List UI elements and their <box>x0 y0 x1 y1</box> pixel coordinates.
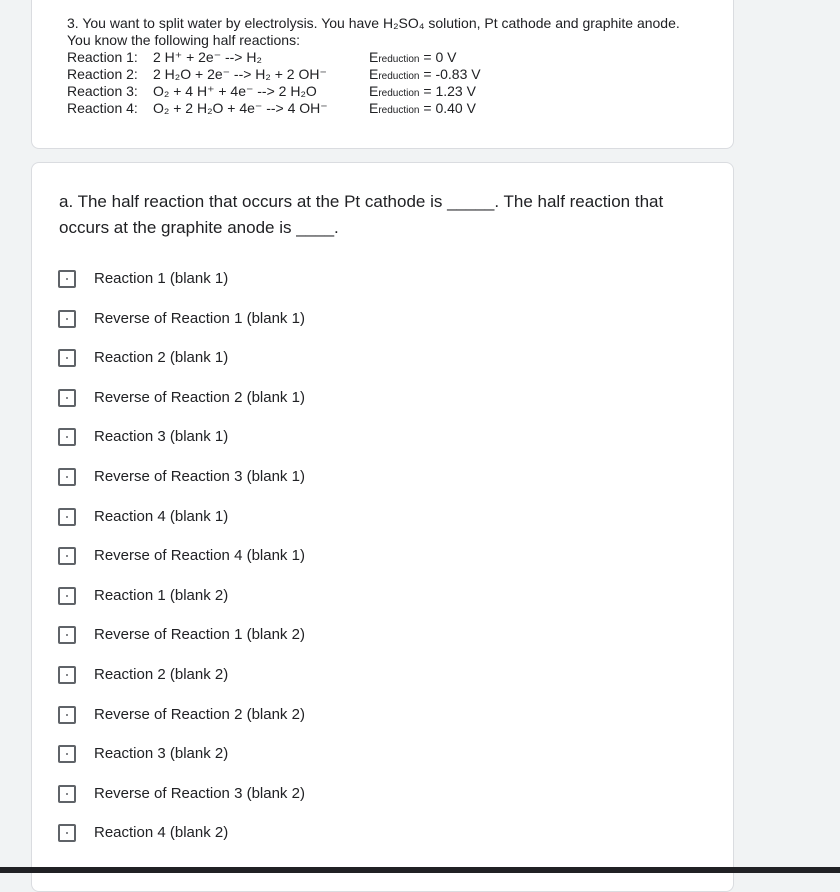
e-symbol: E <box>369 66 379 82</box>
reaction-label: Reaction 1: <box>67 49 138 65</box>
checkbox-option[interactable] <box>58 386 305 426</box>
checkbox-option[interactable] <box>58 782 305 822</box>
reaction-label: Reaction 3: <box>67 83 138 99</box>
option-label[interactable]: Reaction 4 (blank 1) <box>94 507 229 525</box>
problem-intro-line-2: You know the following half reactions: <box>67 32 300 48</box>
checkbox-option[interactable] <box>58 346 305 386</box>
e-subscript: reduction <box>378 105 420 116</box>
checkbox-option[interactable] <box>58 465 305 505</box>
checkbox[interactable] <box>58 706 76 724</box>
checkbox-option[interactable] <box>58 425 305 465</box>
option-label[interactable]: Reaction 1 (blank 1) <box>94 270 229 287</box>
option-label[interactable]: Reaction 4 (blank 2) <box>94 824 229 842</box>
checkbox-option[interactable] <box>58 307 305 347</box>
checkbox[interactable] <box>58 349 76 367</box>
reaction-equation: 2 H⁺ + 2e⁻ --> H₂ <box>153 49 262 65</box>
bottom-bar <box>0 867 840 873</box>
e-subscript: reduction <box>378 88 420 99</box>
option-label[interactable]: Reaction 1 (blank 2) <box>94 586 229 604</box>
option-label[interactable]: Reaction 3 (blank 1) <box>94 428 229 446</box>
checkbox-option[interactable] <box>58 584 305 624</box>
checkbox-option[interactable] <box>58 505 305 545</box>
checkbox-option[interactable] <box>58 623 305 663</box>
option-label[interactable]: Reverse of Reaction 2 (blank 2) <box>94 705 305 723</box>
option-label[interactable]: Reverse of Reaction 2 (blank 1) <box>94 388 305 406</box>
reaction-equation: O₂ + 2 H₂O + 4e⁻ --> 4 OH⁻ <box>153 100 328 116</box>
option-label[interactable]: Reverse of Reaction 3 (blank 2) <box>94 784 305 802</box>
question-text: a. The half reaction that occurs at the Pt cathode is _____. The half reaction that occurs at the graphite anode is ____. <box>59 192 664 237</box>
checkbox[interactable] <box>58 547 76 565</box>
checkbox-option[interactable] <box>58 267 305 307</box>
checkbox-option[interactable] <box>58 821 305 861</box>
checkbox[interactable] <box>58 428 76 446</box>
checkbox[interactable] <box>58 666 76 684</box>
option-label[interactable]: Reverse of Reaction 4 (blank 1) <box>94 547 305 565</box>
checkbox-option[interactable] <box>58 742 305 782</box>
checkbox[interactable] <box>58 310 76 328</box>
problem-intro-line-1: 3. You want to split water by electrolysis. You have H₂SO₄ solution, Pt cathode and graphite anode. <box>67 15 680 31</box>
checkbox[interactable] <box>58 468 76 486</box>
checkbox-option[interactable] <box>58 703 305 743</box>
reaction-label: Reaction 4: <box>67 100 138 116</box>
option-label[interactable]: Reaction 3 (blank 2) <box>94 745 229 763</box>
reaction-label: Reaction 2: <box>67 66 138 82</box>
question-card <box>31 162 734 892</box>
reaction-row <box>67 83 680 100</box>
potential-value: = 0 V <box>423 49 457 65</box>
e-subscript: reduction <box>378 71 420 82</box>
e-subscript: reduction <box>378 54 420 65</box>
reaction-potential <box>369 100 476 119</box>
problem-card <box>31 0 734 149</box>
option-label[interactable]: Reverse of Reaction 1 (blank 1) <box>94 309 305 327</box>
checkbox[interactable] <box>58 270 76 288</box>
problem-text <box>67 15 680 117</box>
option-label[interactable]: Reaction 2 (blank 1) <box>94 349 229 367</box>
checkbox-option[interactable] <box>58 544 305 584</box>
checkbox[interactable] <box>58 508 76 526</box>
checkbox[interactable] <box>58 587 76 605</box>
reaction-row <box>67 66 680 83</box>
option-label[interactable]: Reaction 2 (blank 2) <box>94 665 229 683</box>
reaction-row <box>67 100 680 117</box>
potential-value: = -0.83 V <box>423 66 481 82</box>
checkbox[interactable] <box>58 626 76 644</box>
checkbox[interactable] <box>58 745 76 763</box>
option-label[interactable]: Reverse of Reaction 1 (blank 2) <box>94 626 305 644</box>
checkbox[interactable] <box>58 785 76 803</box>
potential-value: = 1.23 V <box>423 83 476 99</box>
e-symbol: E <box>369 49 379 65</box>
e-symbol: E <box>369 100 379 116</box>
e-symbol: E <box>369 83 379 99</box>
reaction-equation: 2 H₂O + 2e⁻ --> H₂ + 2 OH⁻ <box>153 66 327 82</box>
potential-value: = 0.40 V <box>423 100 476 116</box>
checkbox[interactable] <box>58 824 76 842</box>
checkbox[interactable] <box>58 389 76 407</box>
reaction-row <box>67 49 680 66</box>
checkbox-options <box>58 267 305 861</box>
option-label[interactable]: Reverse of Reaction 3 (blank 1) <box>94 467 305 485</box>
checkbox-option[interactable] <box>58 663 305 703</box>
reaction-equation: O₂ + 4 H⁺ + 4e⁻ --> 2 H₂O <box>153 83 317 99</box>
